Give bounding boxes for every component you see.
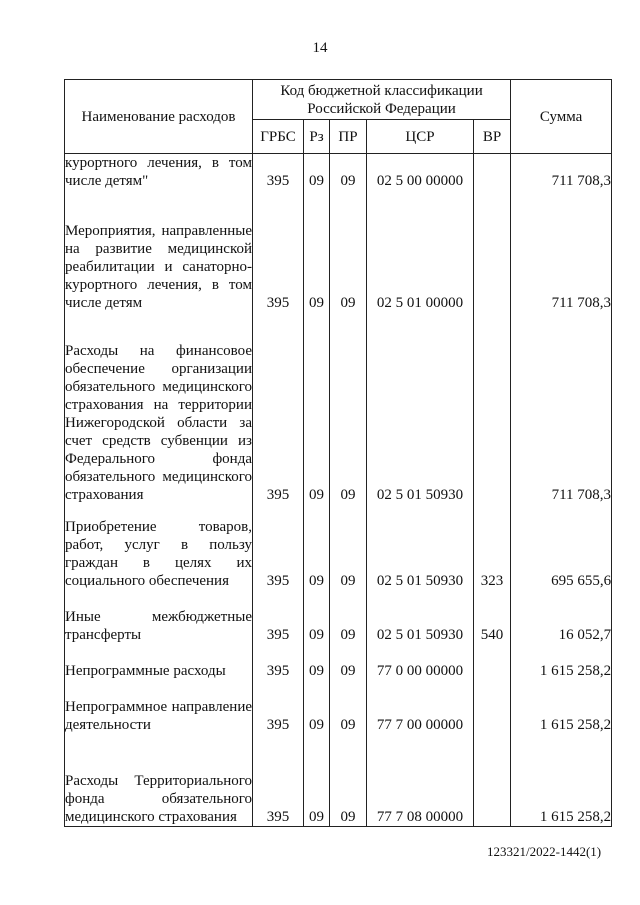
table-row (65, 154, 612, 191)
row-csr: 77 7 00 00000 (367, 680, 474, 734)
table-row (65, 644, 612, 680)
row-pr: 09 (330, 644, 367, 680)
header-sum: Сумма (511, 80, 612, 154)
row-rz: 09 (304, 644, 330, 680)
row-sum: 711 708,3 (511, 154, 612, 191)
row-vr (474, 680, 511, 734)
row-grbs: 395 (253, 190, 304, 312)
row-sum: 695 655,6 (511, 504, 612, 590)
table-row (65, 734, 612, 826)
header-pr: ПР (330, 120, 367, 154)
row-name: Непрограммное направление деятельности (65, 680, 253, 734)
row-pr: 09 (330, 680, 367, 734)
row-pr: 09 (330, 190, 367, 312)
row-sum: 1 615 258,2 (511, 680, 612, 734)
row-rz: 09 (304, 590, 330, 644)
table-row (65, 504, 612, 590)
row-csr: 02 5 01 00000 (367, 190, 474, 312)
header-name: Наименование расходов (65, 80, 253, 154)
row-name: Приобретение товаров, работ, услуг в пользу граждан в целях их социального обеспечения (65, 504, 253, 590)
row-grbs: 395 (253, 680, 304, 734)
row-rz: 09 (304, 734, 330, 826)
row-pr: 09 (330, 734, 367, 826)
header-code-group: Код бюджетной классификации Российской Федерации (253, 80, 511, 120)
row-csr: 02 5 00 00000 (367, 154, 474, 191)
row-name: Расходы Территориального фонда обязательного медицинского страхования (65, 734, 253, 826)
row-pr: 09 (330, 504, 367, 590)
row-sum: 1 615 258,2 (511, 644, 612, 680)
row-rz: 09 (304, 312, 330, 504)
budget-table (64, 79, 612, 827)
row-sum: 711 708,3 (511, 190, 612, 312)
table-row (65, 590, 612, 644)
row-csr: 77 0 00 00000 (367, 644, 474, 680)
row-vr (474, 734, 511, 826)
row-vr (474, 312, 511, 504)
row-rz: 09 (304, 154, 330, 191)
row-grbs: 395 (253, 312, 304, 504)
row-rz: 09 (304, 190, 330, 312)
row-vr (474, 154, 511, 191)
row-name: курортного лечения, в том числе детям" (65, 155, 252, 189)
row-csr: 02 5 01 50930 (367, 504, 474, 590)
page-number: 14 (312, 40, 328, 56)
table-row (65, 680, 612, 734)
row-csr: 02 5 01 50930 (367, 590, 474, 644)
row-grbs: 395 (253, 734, 304, 826)
row-grbs: 395 (253, 590, 304, 644)
header-csr: ЦСР (367, 120, 474, 154)
header-rz: Рз (304, 120, 330, 154)
row-vr (474, 644, 511, 680)
document-id: 123321/2022-1442(1) (487, 844, 602, 859)
row-rz: 09 (304, 680, 330, 734)
row-csr: 02 5 01 50930 (367, 312, 474, 504)
row-pr: 09 (330, 154, 367, 191)
row-vr: 323 (474, 504, 511, 590)
header-grbs: ГРБС (253, 120, 304, 154)
row-name: Непрограммные расходы (65, 644, 253, 680)
row-name: Мероприятия, направленные на развитие медицинской реабилитации и санаторно-курортного лечения, в том числе детям (65, 190, 253, 312)
row-rz: 09 (304, 504, 330, 590)
row-sum: 711 708,3 (511, 312, 612, 504)
row-name: Иные межбюджетные трансферты (65, 590, 253, 644)
row-grbs: 395 (253, 154, 304, 191)
row-pr: 09 (330, 312, 367, 504)
row-pr: 09 (330, 590, 367, 644)
row-sum: 16 052,7 (511, 590, 612, 644)
row-vr (474, 190, 511, 312)
row-csr: 77 7 08 00000 (367, 734, 474, 826)
row-grbs: 395 (253, 644, 304, 680)
row-sum: 1 615 258,2 (511, 734, 612, 826)
table-row (65, 312, 612, 504)
row-vr: 540 (474, 590, 511, 644)
row-name: Расходы на финансовое обеспечение организации обязательного медицинского страхования на территории Нижегородской области за счет средств субвенции из Федерального фонда обязательного медицинского страхования (65, 312, 253, 504)
table-row (65, 190, 612, 312)
row-grbs: 395 (253, 504, 304, 590)
header-vr: ВР (474, 120, 511, 154)
